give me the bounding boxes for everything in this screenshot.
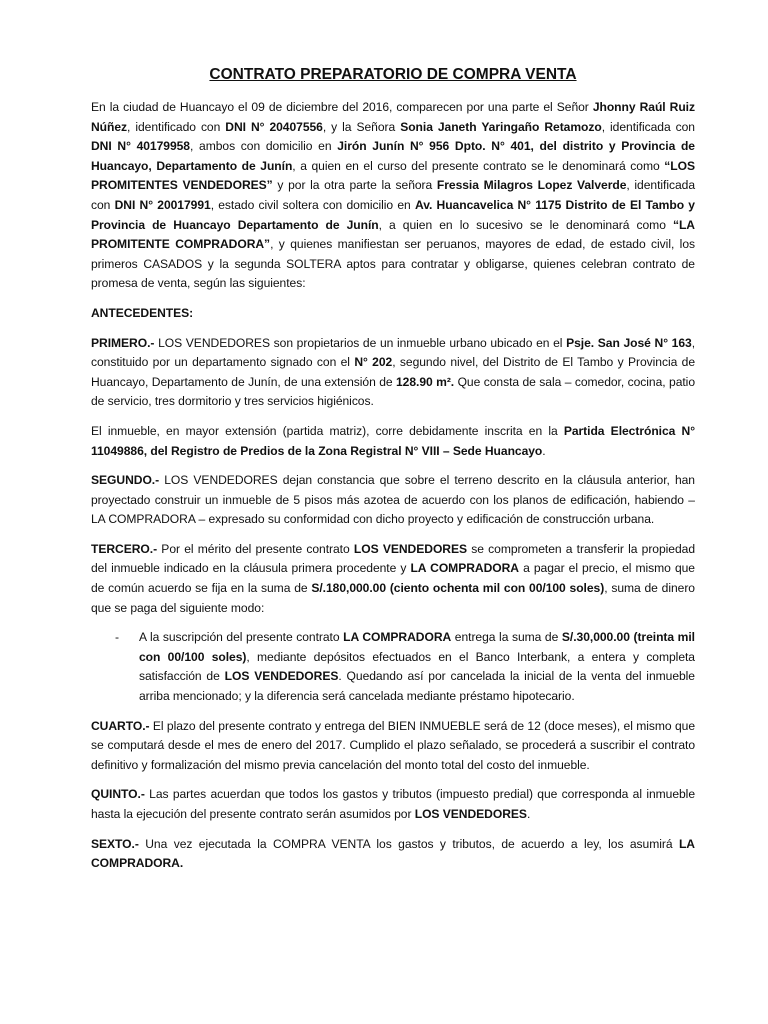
text-run: Una vez ejecutada la COMPRA VENTA los gastos y tributos, de acuerdo a ley, los asumirá	[138, 836, 679, 851]
paragraph-inmueble	[91, 422, 695, 461]
text-run: entrega la suma de	[451, 630, 562, 645]
bold-text-run: Psje. San José N° 163	[566, 335, 692, 350]
bold-text-run: Fressia Milagros Lopez Valverde	[436, 178, 627, 193]
text-run: , a quien en lo sucesivo se le denominará como	[378, 217, 673, 232]
text-run: , suma de dinero que se paga del siguiente modo:	[91, 581, 695, 615]
text-run: , constituido por un departamento signado con el	[91, 335, 695, 370]
bold-text-run: S/.180,000.00 (ciento ochenta mil con 00/100 soles)	[311, 581, 605, 596]
antecedentes-heading: ANTECEDENTES:	[91, 305, 194, 320]
text-run: LOS VENDEDORES son propietarios de un inmueble urbano ubicado en el	[154, 335, 567, 350]
clause-quinto	[91, 785, 695, 824]
text-run: , a quien en el curso del presente contrato se le denominará como	[292, 158, 665, 173]
text-run: , identificado con	[127, 119, 226, 134]
text-run: , identificada con	[601, 119, 695, 134]
text-run: , identificada con	[91, 178, 696, 212]
bold-text-run: Jirón Junín N° 956 Dpto. N° 401, del distrito y Provincia de Huancayo, Departamento de Junín	[91, 139, 695, 173]
text-run: , mediante depósitos efectuados en el Banco Interbank, a entera y completa satisfacción de	[139, 649, 695, 684]
text-run: , segundo nivel, del Distrito de El Tambo y Provincia de Huancayo, Departamento de Junín, de una extensión de	[91, 355, 696, 389]
payment-list	[91, 628, 695, 706]
document-page	[91, 64, 695, 884]
text-run: .	[542, 443, 546, 458]
bold-text-run: “LA PROMITENTE COMPRADORA”	[91, 217, 695, 252]
bold-text-run: DNI N° 20407556	[225, 119, 323, 134]
clause-sexto	[91, 835, 695, 874]
text-run: El inmueble, en mayor extensión (partida matriz), corre debidamente inscrita en la	[91, 423, 564, 438]
bold-text-run: Jhonny Raúl Ruiz Núñez	[91, 100, 695, 134]
list-dash: -	[115, 630, 119, 645]
bold-text-run: LA COMPRADORA	[410, 561, 519, 576]
bold-text-run: N° 202	[354, 355, 393, 370]
text-run: El plazo del presente contrato y entrega del BIEN INMUEBLE será de 12 (doce meses), el mismo que se computará desde el mes de enero del 2017. Cumplido el plazo señalado, se procederá a suscribir el contrato definitivo y formalización del mismo previa cancelación del monto total del costo del inmueble.	[91, 718, 695, 772]
list-item	[91, 628, 695, 706]
clause-tercero	[91, 540, 695, 618]
bold-text-run: LA COMPRADORA	[343, 630, 452, 645]
text-run: Por el mérito del presente contrato	[157, 541, 354, 556]
list-item-text	[139, 630, 695, 703]
text-run: y por la otra parte la señora	[272, 178, 437, 193]
bold-text-run: TERCERO.-	[91, 541, 158, 556]
text-run: , y quienes manifiestan ser peruanos, mayores de edad, de estado civil, los primeros CASADOS y la segunda SOLTERA aptos para contratar y obligarse, quienes celebran contrato de promesa de venta, según las siguientes:	[91, 237, 695, 291]
text-run: En la ciudad de Huancayo el 09 de diciembre del 2016, comparecen por una parte el Señor	[91, 100, 593, 114]
intro-paragraph	[91, 98, 695, 294]
text-run: Que consta de sala – comedor, cocina, patio de servicio, tres dormitorio y tres servicios higiénicos.	[91, 374, 695, 409]
clause-cuarto	[91, 717, 695, 776]
bold-text-run: LOS VENDEDORES	[353, 541, 468, 556]
bold-text-run: CUARTO.-	[91, 718, 150, 733]
text-run: , estado civil soltera con domicilio en	[210, 197, 415, 212]
bold-text-run: LA COMPRADORA.	[91, 836, 695, 871]
bold-text-run: “LOS PROMITENTES VENDEDORES”	[91, 158, 695, 193]
bold-text-run: Sonia Janeth Yaringaño Retamozo	[400, 119, 602, 134]
bold-text-run: QUINTO.-	[91, 787, 145, 802]
text-run: . Quedando así por cancelada la inicial de la venta del inmueble arriba mencionado; y la diferencia será cancelada mediante préstamo hipotecario.	[139, 669, 695, 704]
document-title: CONTRATO PREPARATORIO DE COMPRA VENTA	[209, 66, 577, 83]
clause-primero	[91, 334, 695, 412]
bold-text-run: Av. Huancavelica N° 1175 Distrito de El Tambo y Provincia de Huancayo Departamento de Junín	[91, 197, 695, 232]
bold-text-run: LOS VENDEDORES	[224, 669, 339, 684]
bold-text-run: DNI N° 40179958	[91, 139, 190, 154]
text-run: a pagar el precio, el mismo que de común acuerdo se fija en la suma de	[91, 561, 695, 596]
bold-text-run: DNI N° 20017991	[114, 197, 211, 212]
bold-text-run: S/.30,000.00 (treinta mil con 00/100 soles)	[139, 630, 695, 664]
text-run: .	[526, 807, 531, 821]
bold-text-run: PRIMERO.-	[91, 335, 155, 350]
bold-text-run: Partida Electrónica N° 11049886, del Registro de Predios de la Zona Registral N° VIII – Sede Huancayo	[91, 423, 695, 458]
text-run: , ambos con domicilio en	[190, 139, 338, 154]
clause-segundo	[91, 471, 695, 530]
text-run: Las partes acuerdan que todos los gastos y tributos (impuesto predial) que corresponda al inmueble hasta la ejecución del presente contrato serán asumidos por	[91, 787, 695, 821]
bold-text-run: LOS VENDEDORES	[414, 807, 527, 821]
bold-text-run: 128.90 m².	[396, 374, 455, 389]
text-run: LOS VENDEDORES dejan constancia que sobre el terreno descrito en la cláusula anterior, han proyectado construir un inmueble de 5 pisos más azotea de acuerdo con los planos de edificación, habiendo – LA COMPRADORA – expresado su conformidad con dicho proyecto y edificación de construcción urbana.	[91, 473, 695, 527]
text-run: se comprometen a transferir la propiedad del inmueble indicado en la cláusula primera procedente y	[91, 541, 695, 576]
bold-text-run: SEXTO.-	[91, 836, 139, 851]
bold-text-run: SEGUNDO.-	[91, 473, 160, 488]
text-run: A la suscripción del presente contrato	[139, 630, 344, 645]
text-run: , y la Señora	[322, 119, 401, 134]
